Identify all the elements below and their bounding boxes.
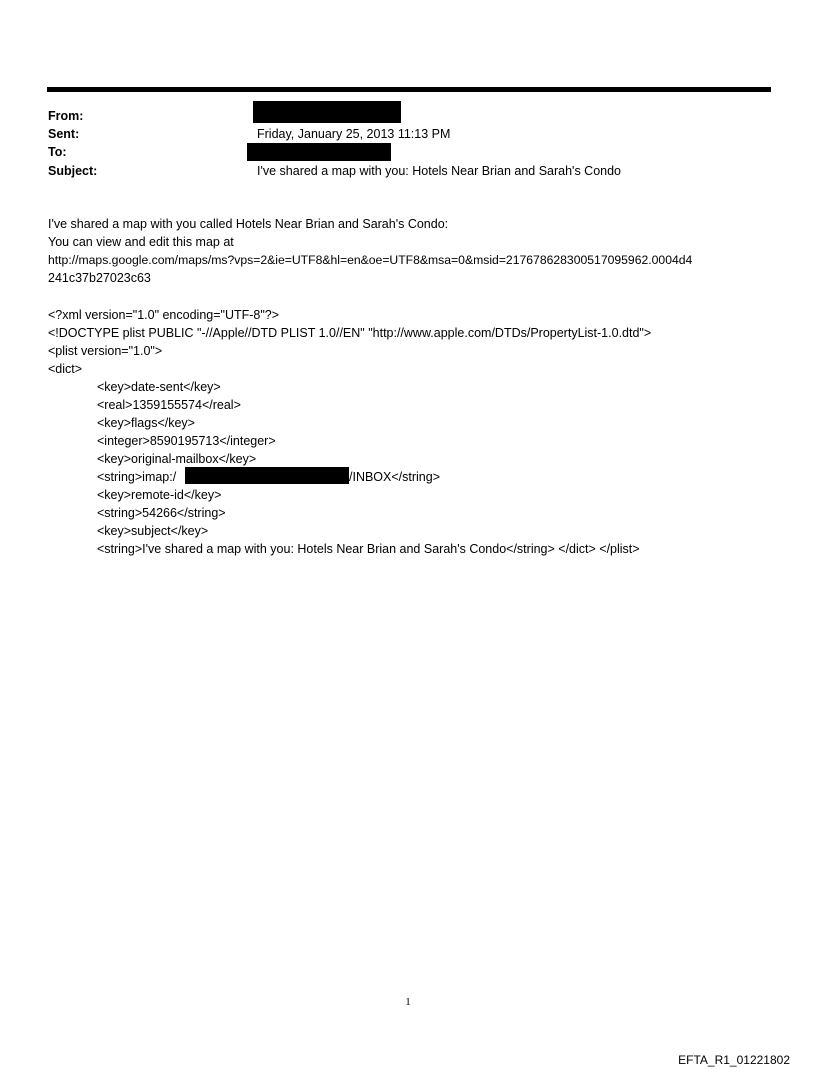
bates-number: EFTA_R1_01221802 [678, 1053, 790, 1067]
dict-line: <key>remote-id</key> [97, 488, 222, 502]
dict-line: <key>flags</key> [97, 416, 195, 430]
dict-line: <real>1359155574</real> [97, 398, 241, 412]
to-redaction [247, 143, 391, 161]
map-url-continuation: 241c37b27023c63 [48, 271, 151, 285]
body-line: You can view and edit this map at [48, 235, 234, 249]
subject-value: I've shared a map with you: Hotels Near Brian and Sarah's Condo [257, 164, 621, 178]
imap-string-end: /INBOX</string> [349, 470, 441, 484]
subject-label: Subject: [48, 164, 98, 178]
dict-line: <key>subject</key> [97, 524, 209, 538]
imap-redaction [185, 467, 349, 484]
map-url-line: http://maps.google.com/maps/ms?vps=2&ie=UTF8&hl=en&oe=UTF8&msa=0&msid=217678628300517095962.0004d4 [48, 253, 693, 267]
dict-line: <integer>8590195713</integer> [97, 434, 276, 448]
to-label: To: [48, 145, 67, 159]
imap-string-start: <string>imap:/ [97, 470, 177, 484]
from-redaction [253, 101, 401, 123]
sent-value: Friday, January 25, 2013 11:13 PM [257, 127, 451, 141]
xml-declaration: <?xml version="1.0" encoding="UTF-8"?> [48, 308, 280, 322]
from-label: From: [48, 109, 84, 123]
body-line: I've shared a map with you called Hotels Near Brian and Sarah's Condo: [48, 217, 449, 231]
doctype-line: <!DOCTYPE plist PUBLIC "-//Apple//DTD PLIST 1.0//EN" "http://www.apple.com/DTDs/PropertyList-1.0.dtd"> [48, 326, 652, 340]
plist-open: <plist version="1.0"> [48, 344, 163, 358]
dict-line: <key>date-sent</key> [97, 380, 221, 394]
dict-line: <key>original-mailbox</key> [97, 452, 257, 466]
dict-open: <dict> [48, 362, 83, 376]
header-divider [47, 87, 771, 92]
page-number: 1 [405, 996, 411, 1008]
dict-line: <string>54266</string> [97, 506, 226, 520]
dict-line: <string>I've shared a map with you: Hotels Near Brian and Sarah's Condo</string> </dict> </plist> [97, 542, 640, 556]
sent-label: Sent: [48, 127, 80, 141]
